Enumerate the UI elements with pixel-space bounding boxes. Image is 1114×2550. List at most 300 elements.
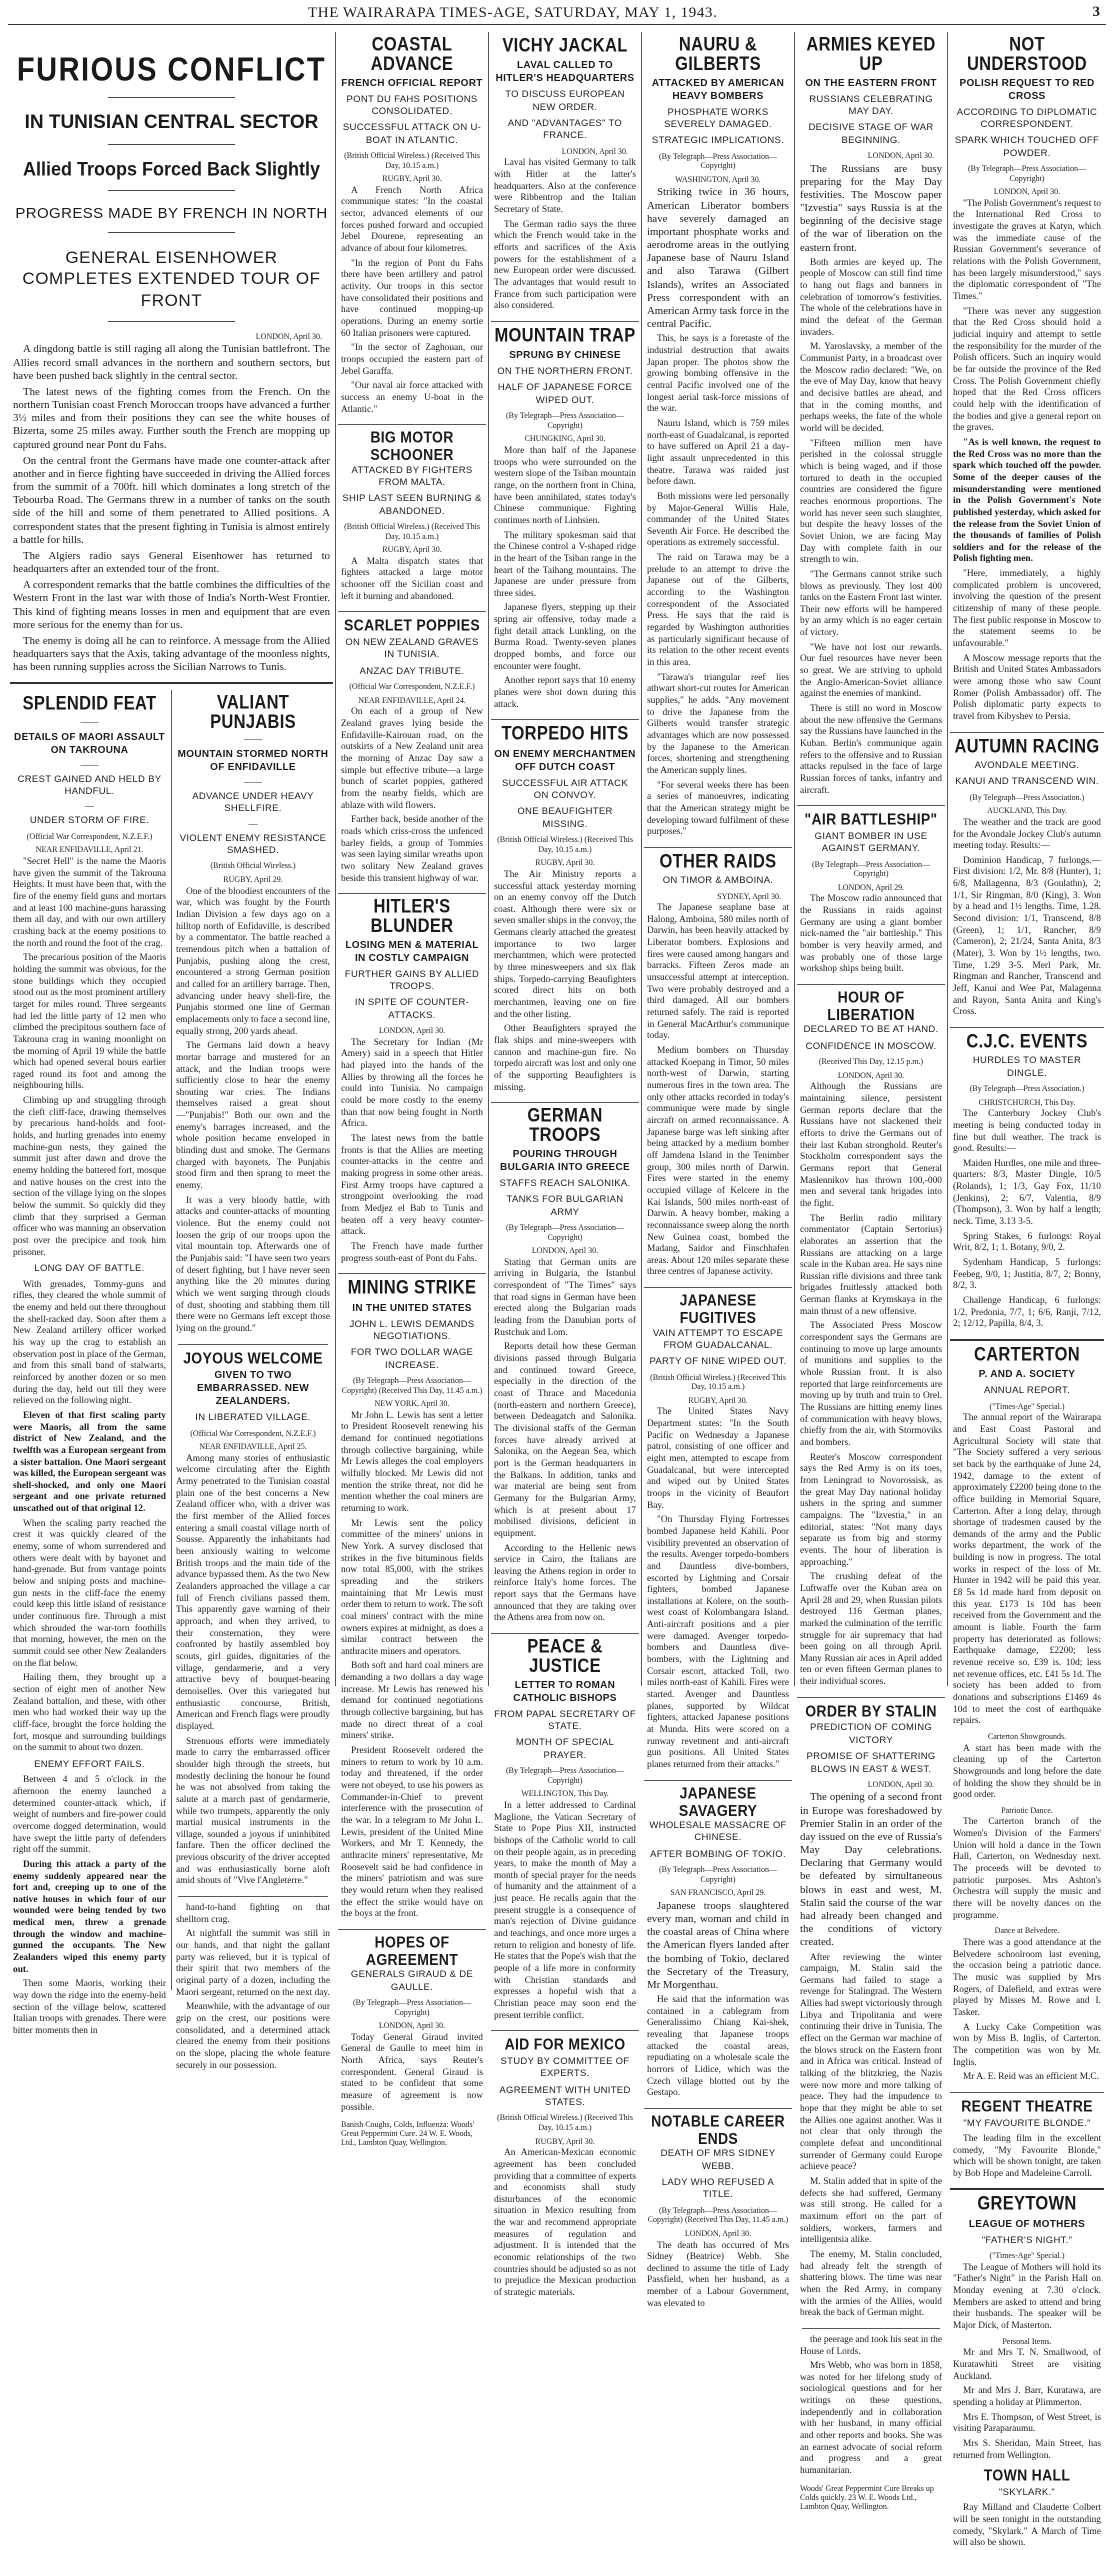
story-paragraph: There is still no word in Moscow about the new offensive the Germans say the Russians have launched in the Kuban. Berlin's communique again refers to the offensive and to Russian attacks repulsed in the face of large Russian forces of tanks, infantry and aircraft.	[800, 704, 942, 796]
story-rule	[644, 2108, 792, 2109]
story-paragraph: He said that the information was contained in a cablegram from Generalissimo Chiang Kai-shek, revealing that Japanese troops attacked the coastal areas, repudiating on a wholesale scale the horrors of Lidice, which was the Czech village blotted out by the Gestapo.	[647, 1995, 789, 2099]
story-paragraph: The raid on Tarawa may be a prelude to an attempt to drive the Japanese out of the Gilberts, according to the Washington correspondent of the Associated Press. He says that the raid is regarded by Washington authorities as particularly significant because of its relation to the other recent events in this area.	[647, 553, 789, 669]
credit-line: (British Official Wireless.) (Received This Day, 10.15 a.m.)	[497, 835, 633, 854]
peace-justice-story	[489, 1636, 641, 2022]
divider: ——	[244, 734, 262, 745]
story-lead-paragraph: The Russians are busy preparing for the May Day festivities. The Moscow paper "Izvestia" says Russia is at the beginning of the decisive stage of the war of liberation on the eastern front.	[800, 162, 942, 254]
story-headline: MINING STRIKE	[347, 1277, 477, 1299]
story-paragraph: Today General Giraud invited General de Gaulle to meet him in North Africa, says Reuter's correspondent. General Giraud is stated to be confident that some measure of agreement is now possible.	[341, 2032, 483, 2113]
story-paragraph: Both missions were led personally by Major-General Willis Hale, commander of the United States Seventh Air Force. He described the operations as extremely successful.	[647, 491, 789, 549]
story-subhead: ATTACKED BY FIGHTERS FROM MALTA.	[351, 464, 473, 488]
story-subhead: AFTER BOMBING OF TOKIO.	[650, 1848, 786, 1860]
story-subhead: WHOLESALE MASSACRE OF CHINESE.	[649, 1820, 787, 1844]
story-paragraph: Sydenham Handicap, 5 furlongs: Feebeg, 9/0, 1; Justitia, 8/7, 2; Bonny, 8/2, 3.	[953, 1258, 1101, 1292]
story-paragraph: The Moscow radio announced that the Russians in raids against Germany are using a giant bomber nick-named the "air battleship." This bomber is very heavily armed, and was probably one of those large workshop ships being built.	[800, 894, 942, 975]
story-subhead: MONTH OF SPECIAL PRAYER.	[515, 1737, 615, 1761]
section-rule	[950, 2188, 1104, 2190]
credit-line: (By Telegraph—Press Association—Copyright)	[353, 1997, 471, 2017]
story-subhead: "MY FAVOURITE BLONDE."	[963, 2117, 1091, 2129]
credit-line: (By Telegraph—Press Association—Copyright) (Received This Day, 11.45 a.m.)	[341, 1375, 483, 1395]
lead-deck-1: PROGRESS MADE BY FRENCH IN NORTH	[15, 205, 328, 222]
story-paragraph: At nightfall the summit was still in our hands, and that night the gallant party was relieved, but it is typical of their spirit that two members of the original party of a dozen, including the Maori sergeant, returned on the next day.	[176, 1929, 330, 1998]
column-4	[489, 32, 642, 2299]
story-deck: LEAGUE OF MOTHERS	[968, 2218, 1086, 2230]
dateline: RUGBY, April 30.	[535, 2136, 595, 2146]
story-paragraph: "There was never any suggestion that the Red Cross should hold a judicial inquiry and attempt to settle the responsibility for the murder of the Polish officers. Such an inquiry would be far outside the province of the Red Cross. The Polish Government chiefly hoped that the Red Cross officers could help with the identification of the bodies and give a general report on the graves.	[953, 306, 1101, 434]
mining-strike-story	[336, 1277, 488, 1921]
story-subhead: ON NEW ZEALAND GRAVES IN TUNISIA.	[345, 637, 479, 661]
credit-line: (By Telegraph—Press Association—Copyright)	[506, 1222, 624, 1242]
story-subhead: LADY WHO REFUSED A TITLE.	[661, 2177, 775, 2201]
story-paragraph: The death has occurred of Mrs Sidney (Beatrice) Webb. She declined to assume the title of Lady Passfield, when her husband, as a member of a Labour Government, was elevated to	[647, 2240, 789, 2309]
newspaper-title: THE WAIRARAPA TIMES-AGE, SATURDAY, MAY 1, 1943.	[308, 5, 718, 21]
nauru-gilberts-story	[642, 34, 794, 839]
story-rule	[338, 1929, 486, 1930]
story-paragraph: Maiden Hurdles, one mile and three-quarters: 8/3, Master Dingle, 10/5 (Rolands), 1; 1/3, Gay Fox, 11/10 (Jenkins), 2; 6/7, Valentia, 8/9 (Thompson), 3. Won by half a length; neck. Time, 3.13 3-5.	[953, 1158, 1101, 1228]
japanese-savagery-story	[642, 1783, 794, 2100]
story-subhead: STRATEGIC IMPLICATIONS.	[651, 135, 785, 147]
dateline: LONDON, April 30.	[378, 1026, 446, 1036]
credit-line: (British Official Wireless.)	[210, 861, 296, 871]
story-rule	[950, 732, 1104, 733]
story-deck: P. AND A. SOCIETY	[978, 1369, 1076, 1381]
story-paragraph: Spring Stakes, 6 furlongs: Royal Writ, 8/2, 1; 1. Botany, 9/0, 2.	[953, 1231, 1101, 1254]
story-subhead: IN LIBERATED VILLAGE.	[195, 1412, 311, 1424]
credit-line: (British Official Wireless.) (Received This Day, 10.15 a.m.)	[344, 522, 480, 541]
story-headline: REGENT THEATRE	[961, 2096, 1093, 2115]
story-headline: NOTABLE CAREER ENDS	[651, 2111, 785, 2147]
story-rule	[178, 1344, 328, 1345]
item-heading: Patriotic Dance.	[1001, 1805, 1053, 1815]
item-heading: Carterton Showgrounds.	[987, 1731, 1067, 1741]
credit-line: (By Telegraph—Press Association—Copyright)	[506, 411, 624, 430]
story-paragraph: "Tarawa's triangular reef lies athwart short-cut routes for American supplies," he adds. "Any movement to drive the Japanese from the Gilberts would transfer strategic advantages which are now possessed by the Japanese to the American forces, shortening and strengthening the American supply lines.	[647, 672, 789, 776]
dateline: CHUNGKING, April 30.	[524, 434, 606, 444]
story-paragraph: More than half of the Japanese troops who were surrounded on the western slope of the Tsiban mountain range, on the northern front in China, have been annihilated, states today's Chinese communique. Fighting continues north of Linhsien.	[494, 445, 636, 526]
story-paragraph: "Fifteen million men have perished in the colossal struggle which is being waged, and if those tortured to death in the occupied countries are considered the figure reaches enormous proportions. The world has never seen such slaughter, but despite the heavy losses of the Soviet Union, we are facing May Day with complete faith in our strength to win.	[800, 438, 942, 566]
story-paragraph: The latest news from the battle fronts is that the Allies are meeting counter-attacks in the centre and making progress in some other areas. First Army troops have captured a strongpoint overlooking the road from Medjez el Bab to Tunis and beaten off a very heavy counter-attack.	[341, 1134, 483, 1238]
lead-subhead-1: IN TUNISIAN CENTRAL SECTOR	[24, 112, 319, 133]
story-paragraph: This, he says is a foretaste of the industrial destruction that awaits Japan proper. The photos show the growing bombing offensive in the central Pacific involved one of the longest aerial task-force missions of the war.	[647, 334, 789, 415]
story-paragraph: Laval has visited Germany to talk with Hitler at the latter's headquarters. Also at the conference were Ribbentrop and the Italian Secretary of State.	[494, 158, 636, 215]
story-subhead: JOHN L. LEWIS DEMANDS NEGOTIATIONS.	[349, 1318, 475, 1342]
story-paragraph: In a letter addressed to Cardinal Maglione, the Vatican Secretary of State to Pope Pius XII, instructed bishops of the Catholic world to call on their people again, as in preceding years, to make the month of May a month of special prayer for the needs of humanity and the attainment of a just peace. He recalls again that the present struggle is a consequence of man's rejection of Divine guidance and teachings, and once more urges a return to religion and honesty of life. He states that the Pope's wish that the people of a life more in conformity with Christian standards and expresses a hopeful wish that a Christian peace may soon end the present terrible conflict.	[494, 1800, 636, 2021]
story-headline: ORDER BY STALIN	[805, 1701, 937, 1720]
story-subhead: FOR TWO DOLLAR WAGE INCREASE.	[350, 1347, 474, 1371]
story-rule	[491, 1633, 639, 1634]
story-subhead: ONE BEAUFIGHTER MISSING.	[517, 806, 613, 830]
story-paragraph: The Carterton branch of the Women's Division of the Farmers' Union will hold a dance in the Town Hall, Carterton, on Wednesday next. The proceeds will be devoted to patriotic purposes. Mrs Ashton's Orchestra will supply the music and there will be novelty dances on the programme.	[953, 1817, 1101, 1921]
story-rule	[802, 2328, 940, 2329]
story-headline: VALIANT PUNJABIS	[210, 692, 296, 734]
credit-line: (By Telegraph—Press Association—Copyright) (Received This Day, 11.45 a.m.)	[647, 2205, 789, 2225]
story-rule	[797, 805, 945, 806]
story-headline: SPLENDID FEAT	[22, 694, 157, 715]
other-raids-story	[642, 851, 794, 1279]
lead-subhead-2: Allied Troops Forced Back Slightly	[22, 157, 321, 180]
story-subhead: PROMISE OF SHATTERING BLOWS IN EAST & WEST.	[806, 1751, 936, 1775]
story-rule	[644, 847, 792, 848]
hour-liberation-story	[795, 987, 947, 1689]
story-paragraph: It was a very bloody battle, with attacks and counter-attacks of mounting violence. But the enemy could not loosen the grip of our troops upon the vital mountain top. Afterwards one of the Punjabis said: "I have seen two years of desert fighting, but I have never seen anything like the 20 minutes during which we went surging through clouds of dust, shooting and stabbing them till there were no Germans left except those lying on the ground."	[176, 1195, 330, 1334]
story-paragraph: An American-Mexican economic agreement has been concluded providing that a committee of experts and economists shall study disturbances of the economic situation in Mexico resulting from the war and recommend appropriate measures of regulation and adjustment. It is intended that the economic relationships of the two countries should be adjusted so as not to prejudice the Mexican production of strategic materials.	[494, 2148, 636, 2299]
dateline: LONDON, April 30.	[867, 1779, 934, 1789]
credit-line: (By Telegraph—Press Association—Copyright)	[812, 859, 930, 879]
story-subhead: HURDLES TO MASTER DINGLE.	[972, 1055, 1082, 1079]
story-paragraph: "Here, immediately, a highly complicated problem is uncovered, involving the question of the present citizenship of many of these people. The first public response in Moscow to the statement seems to be unfavourable."	[953, 569, 1101, 650]
story-rule	[178, 1896, 328, 1897]
story-paragraph: Reuter's Moscow correspondent says the Red Army is on its toes, from Leningrad to Novorossisk, as the great May Day national holiday ushers in the spring and summer campaigns. The "Izvestia," in an editorial, states: "Not many days separate us from big and stormy events. The hour of liberation is approaching."	[800, 1452, 942, 1568]
story-paragraph: During this attack a party of the enemy suddenly appeared near the fort and, creeping up to one of the native houses in which four of our wounded were being tended by two medical men, threw a grenade through the window and machine-gunned the occupants. The New Zealanders wiped this enemy party out.	[13, 1859, 166, 1975]
advertisement: Banish Coughs, Colds, Influenza: Woods' Great Peppermint Cure. 24 W. E. Woods, Ltd., Lambton Quay, Wellington.	[341, 2120, 475, 2148]
story-paragraph: The Japanese seaplane base at Halong, Amboina, 580 miles north of Darwin, has been heavily attacked by Liberator bombers. Explosions and fires were caused among hangars and barracks. Fifteen Zeros made an unsuccessful attempt at interception. Two were probably destroyed and a third damaged. All our bombers returned safely. The raid is reported in General MacArthur's communique today.	[647, 903, 789, 1042]
dateline: AUCKLAND, This Day.	[987, 806, 1067, 816]
story-paragraph: The Associated Press Moscow correspondent says the Germans are continuing to move up large amounts of munitions and supplies to the whole Russian front. It is also reported that large reinforcements are moving up by truth and train to Orel. The Russians are hitting enemy lines of communication with heavy blows, chiefly from the air, with Stormoviks and bombers.	[800, 1321, 942, 1449]
credit-line: (Received This Day, 12.15 p.m.)	[818, 1057, 924, 1067]
lead-paragraph: A dingdong battle is still raging all along the Tunisian battlefront. The Allies record small advances in the northern and southern sectors, but have been pushed back slightly in the central sector.	[13, 343, 330, 382]
story-paragraph: When the scaling party reached the crest it was quickly cleared of the enemy, some of whom surrendered and others were dealt with by bayonet and hand-grenade. But from vantage points below and sniping posts and machine-gun nests in the cliff-face the enemy could keep this little island of resistance under continuous fire. Through a mist which shrouded the war-torn foothills that morning, however, the men on the summit could see other New Zealanders on the flat below.	[13, 1518, 166, 1669]
story-deck: LETTER TO ROMAN CATHOLIC BISHOPS	[513, 1679, 617, 1704]
lead-dateline: LONDON, April 30.	[255, 331, 322, 341]
story-paragraph: "In the sector of Zaghouan, our troops occupied the eastern part of Jebel Garaffa.	[341, 343, 483, 377]
story-paragraph: Climbing up and struggling through the cleft cliff-face, drawing themselves by precarious hand-holds and foot-holds, and hurling grenades into enemy machine-gun nests, they gained the summit just after dawn and drove the enemy holding the battered fort, mosque and native houses on the crest into the section of the village lying on the slopes below the summit. So quickly did they climb that they surprised a German officer who was manning an observation post over the precipice and took him prisoner.	[13, 1096, 166, 1258]
story-deck: SPRUNG BY CHINESE	[509, 350, 621, 362]
story-headline: COASTAL ADVANCE	[370, 34, 454, 75]
story-paragraph: The military spokesman said that the Chinese control a V-shaped ridge in the heart of the Tsiban range in the heart of the Taihang mountains. The Japanese are under pressure from three sides.	[494, 530, 636, 599]
story-subhead: ENEMY EFFORT FAILS.	[34, 1758, 145, 1770]
story-headline: HOPES OF AGREEMENT	[365, 1932, 459, 1968]
credit-line: (Official War Correspondent, N.Z.E.F.)	[26, 831, 153, 841]
story-subhead: SUCCESSFUL AIR ATTACK ON CONVOY.	[502, 777, 628, 802]
story-paragraph: M. Stalin added that in spite of the defects she had suffered, Germany was still strong. He called for a maximum effort on the part of soldiers, workers, farmers and intelligentsia alike.	[800, 2176, 942, 2246]
story-subhead: TO DISCUSS EUROPEAN NEW ORDER.	[505, 89, 625, 113]
story-rule	[491, 2030, 639, 2031]
story-subhead: FROM PAPAL SECRETARY OF STATE.	[494, 1708, 636, 1733]
story-paragraph: Mrs S. Sheridan, Main Street, has returned from Wellington.	[953, 2438, 1101, 2461]
story-subhead: HALF OF JAPANESE FORCE WIPED OUT.	[497, 382, 633, 406]
dateline: NEAR ENFIDAVILLE, April 25.	[199, 1442, 307, 1452]
story-subhead: GENERALS GIRAUD & DE GAULLE.	[350, 1969, 474, 1993]
aid-mexico-story	[489, 2037, 641, 2299]
story-subhead: PARTY OF NINE WIPED OUT.	[649, 1356, 787, 1368]
story-deck: FRENCH OFFICIAL REPORT	[341, 77, 483, 89]
story-subhead: DEATH OF MRS SIDNEY WEBB.	[660, 2148, 776, 2172]
story-subhead: ADVANCE UNDER HEAVY SHELLFIRE.	[192, 791, 314, 815]
story-headline: C.J.C. EVENTS	[966, 1031, 1088, 1053]
story-subhead: PONT DU FAHS POSITIONS CONSOLIDATED.	[346, 93, 478, 117]
story-paragraph: President Roosevelt ordered the miners to return to work by 10 a.m. today and threatened, if the order were not obeyed, to use his powers as Commander-in-Chief to prevent interference with the prosecution of the war. In a telegram to Mr John L. Lewis, president of the United Mine Workers, and Mr T. Kennedy, the anthracite miners' representative, Mr Roosevelt said he had confidence in the miners' patriotism and was sure they would return when they realised the effect the strike would have on the boys at the front.	[341, 1746, 483, 1920]
lead-story	[8, 51, 335, 674]
greytown-section	[948, 2196, 1106, 2549]
dateline: LONDON, April 30.	[531, 1246, 599, 1256]
story-subhead: STAFFS REACH SALONIKA.	[499, 1177, 631, 1189]
story-subhead: KANUI AND TRANSCEND WIN.	[955, 776, 1099, 788]
story-paragraph: "Our naval air force attacked with success an enemy U-boat in the Atlantic."	[341, 381, 483, 415]
dateline: LONDON, April 29.	[837, 882, 905, 892]
lead-paragraph: The latest news of the fighting comes from the French. On the northern Tunisian coast French Moroccan troops have advanced a further 3½ miles and from their positions they can see the white houses of Bizerta, some 25 miles away. Further south the French are mopping up captured ground near Pont du Fahs.	[13, 385, 330, 451]
dateline: CHRISTCHURCH, This Day.	[978, 1097, 1076, 1107]
lead-subcolumns	[8, 690, 335, 2344]
dateline: RUGBY, April 30.	[535, 858, 595, 868]
story-subhead: AGREEMENT WITH UNITED STATES.	[499, 2084, 631, 2109]
credit-line: (British Official Wireless.) (Received This Day, 10.15 a.m.)	[650, 1372, 786, 1392]
divider: —	[85, 801, 94, 812]
cjc-events-story	[948, 1031, 1106, 1331]
credit-line: (British Official Wireless.) (Received This Day, 10.15 a.m.)	[497, 2113, 633, 2132]
story-subhead: ACCORDING TO DIPLOMATIC CORRESPONDENT.	[956, 106, 1098, 130]
dateline: RUGBY, April 29.	[223, 875, 283, 885]
mountain-trap-story	[489, 325, 641, 712]
story-paragraph: The Secretary for Indian (Mr Amery) said in a speech that Hitler had played into the hands of the Allies by throwing all the forces he could into Tunisia. No campaign could be more costly to the enemy than that now being fought in North Africa.	[341, 1037, 483, 1130]
story-paragraph: Meanwhile, with the advantage of our grip on the crest, our positions were consolidated, and a determined attack cleared the enemy from their positions on the slope, placing the whole feature securely in our possession.	[176, 2002, 330, 2071]
german-troops-story	[489, 1105, 641, 1625]
story-paragraph: The weather and the track are good for the Avondale Jockey Club's autumn meeting today. Results:—	[953, 817, 1101, 852]
section-rule	[10, 682, 333, 684]
japanese-fugitives-story	[642, 1290, 794, 1772]
story-rule	[797, 1697, 945, 1698]
vichy-jackal-story	[489, 35, 641, 313]
divider: ——	[80, 716, 99, 727]
credit-line: (By Telegraph—Press Association—Copyright)	[659, 151, 777, 171]
story-paragraph: "On Thursday Flying Fortresses bombed Japanese held Kahili. Poor visibility prevented an observation of the results. Avenger torpedo-bombers and Dauntless dive-bombers, escorted by Lightning and Corsair fighters, bombed Japanese installations at Kolere, on the south-west coast of Kolombangara Island. Anti-aircraft positions and a pier were damaged. Avenger torpedo-bombers and Dauntless dive-bombers, with the Lightning and Corsair escort, attacked Toll, two miles north-east of Kahili. Fires were started. Avenger and Dauntless planes, supported by Wildcat fighters, attacked Japanese positions at Munda. Hits were scored on a runway revetment and anti-aircraft gun positions. All United States planes returned from their attacks."	[647, 1515, 789, 1771]
story-headline: PEACE & JUSTICE	[527, 1636, 603, 1677]
story-subhead: VAIN ATTEMPT TO ESCAPE FROM GUADALCANAL.	[652, 1327, 784, 1351]
column-6	[795, 32, 948, 2511]
story-headline: TORPEDO HITS	[501, 723, 629, 745]
dateline: NEAR ENFIDAVILLE, April 21.	[35, 845, 144, 855]
story-subhead: SHIP LAST SEEN BURNING & ABANDONED.	[342, 493, 482, 517]
story-paragraph: Then some Maoris, working their way down the ridge into the enemy-held section of the village below, scattered Italian troops with grenades. There were bitter moments then in	[13, 1979, 166, 2037]
story-lead-paragraph: Striking twice in 36 hours, American Liberator bombers have severely damaged an important phosphate works and aerodrome areas in the outlying Japanese base of Nauru Island and also Tarawa (Gilbert Islands), writes an Associated Press correspondent with an American Army task force in the central Pacific.	[647, 186, 789, 331]
air-battleship-story	[795, 812, 947, 976]
story-paragraph: Between 4 and 5 o'clock in the afternoon the enemy launched a determined counter-attack which, if weight of numbers and fire-power could overcome dogged determination, would have swept the little party of defenders right off the summit.	[13, 1775, 166, 1856]
credit-line: (Official War Correspondent, N.Z.E.F.)	[349, 682, 475, 692]
story-paragraph: The German radio says the three which the French would take in the efforts and sacrifices of the Axis powers for the establishment of a new European order were discussed. The advantages that would result to France from such participation were also considered.	[494, 219, 636, 312]
page-number: 3	[1092, 4, 1100, 20]
dateline: LONDON, April 30.	[867, 151, 934, 160]
divider	[108, 321, 235, 322]
story-subhead: PHOSPHATE WORKS SEVERELY DAMAGED.	[664, 106, 772, 130]
notable-career-story	[642, 2111, 794, 2310]
story-subhead: RUSSIANS CELEBRATING MAY DAY.	[809, 93, 933, 117]
story-paragraph: The crushing defeat of the Luftwaffe over the Kuban area on April 28 and 29, when Russian pilots destroyed 116 German planes, marked the culmination of the terrific struggle for air supremacy that had been going on all through April. Many Russian air aces in April added ten or even fifteen German planes to their individual scores.	[800, 1572, 942, 1688]
story-paragraph: Farther back, beside another of the roads which criss-cross the unfenced barley fields, a group of Tommies was seen laying similar wreaths upon two solitary New Zealand graves beside this transient highway of war.	[341, 815, 483, 884]
story-rule	[644, 1780, 792, 1781]
column-7	[948, 32, 1106, 2549]
splendid-feat-story	[8, 690, 172, 2037]
story-paragraph: According to the Hellenic news service in Cairo, the Italians are leaving the Athens region in order to reinforce Italy's home forces. The report says that the Germans have announced that they are taking over the Athens area from now on.	[494, 1543, 636, 1624]
story-paragraph: Hailing them, they brought up a section of eight men of another New Zealand battalion, and these, with other men who had worked their way up the cliff-face, brought the force holding the fort, mosque and surrounding buildings on the summit to about two dozen.	[13, 1673, 166, 1754]
story-paragraph: Dominion Handicap, 7 furlongs.—First division: 1/2, Mr. 8/8 (Hunter), 1; 6/8, Mallagenna, 8/3 (Goulathn), 2; 1/1, Sir Ringman, 8/0 (King), 3. Won by a head and 1½ lengths. Time, 1.28. Second division: 1/1, Transcend, 8/8 (Green), 1; 1/1, Rancher, 8/9 (Cameron), 2; 21/24, Santa Anita, 8/3 (Mater), 3. Won by 1½ lengths, two. Time, 1.29 3-5. Merl Park, Mr. Ringman and Rancher, Transcend and Jeff, Kanui and Wee Pat, Malagenna and Rayon, Santa Anita and King's Cross.	[953, 855, 1101, 1018]
dateline: RUGBY, April 30.	[688, 1395, 748, 1405]
story-rule	[797, 984, 945, 985]
story-deck: GIVEN TO TWO EMBARRASSED. NEW ZEALANDERS.	[196, 1370, 310, 1408]
story-headline: MOUNTAIN TRAP	[494, 325, 636, 347]
story-deck: DETAILS OF MAORI ASSAULT ON TAKROUNA	[14, 731, 165, 756]
lead-paragraph: The Algiers radio says General Eisenhower has returned to headquarters after an extended tour of the front.	[13, 549, 330, 576]
story-paragraph: The leading film in the excellent comedy, "My Favourite Blonde," which will be shown tonight, are taken by Bob Hope and Madeleine Carroll.	[953, 2133, 1101, 2179]
story-headline: JAPANESE SAVAGERY	[678, 1783, 758, 1819]
story-paragraph: "We have not lost our rewards. Our fuel resources have never been so great. We are striving to uphold the Anglo-American-Soviet alliance against the enemies of mankind.	[800, 642, 942, 700]
story-headline: "AIR BATTLESHIP"	[804, 810, 938, 829]
story-paragraph: The annual report of the Wairarapa and East Coast Pastoral and Agricultural Society will state that "The Society suffered a very serious set back by the earthquake of June 24, 1942, damage to the extent of approximately £2200 being done to the office building in Memorial Square, Carterton. After a long delay, through shortage of tradesmen caused by the demands of the army and the Public works department, the work of the building is now in progress. The total works in respect of the loss of Mr. Hunter in 1942 will be paid this year. £8 5s 1d made hard from deposit on this year. £173 1s 10d has been received from the Government and the amount is liable. Fourth the farm property has deteriorated as follows: Earthquake damage, £2200; less revenue receive so. £39 is. 10d; less net revenue offices, etc. £41 5s 1d. The society has been added to from donations and subscriptions £1469 4s 10d to meet the cost of earthquake repairs.	[953, 1413, 1101, 1727]
story-paragraph: Although the Russians are maintaining silence, persistent German reports declare that the Russians have not slackened their efforts to drive the Germans out of their last Kuban stronghold. Reuter's Stockholm correspondent says the Germans report that General Maslennikov has thrown 100,-000 men and several tank brigades into the fight.	[800, 1082, 942, 1209]
story-subhead: UNDER STORM OF FIRE.	[29, 815, 150, 827]
story-paragraph: There was a good attendance at the Belvedere schoolroom last evening, the occasion being a patriotic dance. The music was supplied by Mrs Rogers, of Dalefield, and extras were played by Misses M. Rowe and I. Tasker.	[953, 1937, 1101, 2018]
story-paragraph: Ray Milland and Claudette Colbert will be seen tonight in the outstanding comedy, "Skylark." A March of Time will also be shown.	[953, 2503, 1101, 2549]
divider	[108, 144, 235, 145]
credit-line: (Official War Correspondent, N.Z.E.F.)	[190, 1428, 316, 1438]
story-subhead: "FATHER'S NIGHT."	[981, 2234, 1073, 2246]
story-rule	[491, 321, 639, 322]
story-paragraph: Strenuous efforts were immediately made to carry the embarrassed officer shoulder high through the streets, but modestly declining the honour he found he was not absolved from taking the salute at a march past of gendarmerie, while two trumpets, apparently the only martial musical instruments in the village, sounded a joyous if uninhibited fanfare. Then the officer declined the previous obscurity of the driver accepted and was enthusiastically borne aloft amid shouts of "Vive l'Angleterre."	[176, 1736, 330, 1887]
story-deck: POURING THROUGH BULGARIA INTO GREECE	[500, 1148, 630, 1173]
story-paragraph: the peerage and took his seat in the House of Lords.	[800, 2334, 942, 2357]
dateline: SYDNEY, April 30.	[717, 891, 781, 901]
credit-line: ("Times-Age" Special.)	[989, 1401, 1065, 1411]
story-lead-paragraph: The opening of a second front in Europe was foreshadowed by Premier Stalin in an order of the day issued on the eve of Russia's May Day celebrations. Declaring that Germany would be defeated by simultaneous blows in east and west, M. Stalin said the course of the war had already been changed and the conditions of victory created.	[800, 1791, 942, 1949]
story-headline: JAPANESE FUGITIVES	[679, 1290, 757, 1327]
story-subhead: DECLARED TO BE AT HAND.	[803, 1024, 939, 1036]
autumn-racing-story	[948, 736, 1106, 1019]
story-paragraph: The Germans laid down a heavy mortar barrage and mustered for an attack, and the Indian troops were sufficiently close to hear the enemy shouting war cries. The Indians themselves raised a great shout—"Punjabis!" Both our own and the enemy's barrages increased, and the whole position became enveloped in blinding dust and smoke. The Germans charged with bayonets. The Punjabis stood firm and then sprang to meet the enemy.	[176, 1041, 330, 1192]
story-deck: ON THE EASTERN FRONT	[805, 77, 937, 89]
order-by-stalin-story	[795, 1701, 947, 2511]
story-deck: LAVAL CALLED TO HITLER'S HEADQUARTERS	[495, 60, 635, 85]
dateline: LONDON, April 30.	[993, 187, 1061, 197]
story-paragraph: With grenades, Tommy-guns and rifles, they cleared the whole summit of the enemy and held out there throughout the shell-racked day. Soon after them a New Zealand artillery officer worked his way up the crag to establish an observation post in place of the German, and from this small band of stalwarts, reinforced by another dozen or so men during the day, held out till they were relieved on the following night.	[13, 1279, 166, 1407]
story-deck: IN THE UNITED STATES	[352, 1302, 472, 1314]
story-paragraph: One of the bloodiest encounters of the war, which was fought by the Fourth Indian Division a few days ago on a hilltop north of Enfidaville, is described by a commentator. The battle reached a tremendous pitch when a battalion of Punjabis, pushing along the crest, encountered a strong German position and called for an artillery barrage. Then, advancing under heavy shell-fire, the Punjabis stormed one line of German emplacements only to face a second line, equally strong, 200 yards ahead.	[176, 886, 330, 1037]
lead-paragraph: On the central front the Germans have made one counter-attack after another and in fierce fighting have succeeded in driving the Allied forces from the summit of a 700ft. hill which dominates a long stretch of the Tebourba Road. The Germans threw in a number of tanks on the south side of the hill and some of them penetrated to Allied positions. A correspondent states that the present fighting in Tunisia is almost entirely a battle for hills.	[13, 454, 330, 546]
lead-headline: FURIOUS CONFLICT	[16, 51, 327, 89]
story-deck: POLISH REQUEST TO RED CROSS	[959, 77, 1095, 102]
story-paragraph: Mrs E. Thompson, of West Street, is visiting Paraparaumu.	[953, 2412, 1101, 2435]
item-heading: Dance at Belvedere.	[994, 1926, 1060, 1936]
story-deck: MOUNTAIN STORMED NORTH OF ENFIDAVILLE	[177, 749, 329, 774]
dateline: WASHINGTON, April 30.	[675, 174, 761, 184]
story-subhead: CONFIDENCE IN MOSCOW.	[805, 1040, 937, 1052]
divider: ——	[244, 777, 262, 788]
column-3	[336, 32, 489, 2148]
dateline: WELLINGTON, This Day.	[521, 1789, 609, 1799]
dateline: NEW YORK, April 30.	[374, 1399, 450, 1409]
story-headline: ARMIES KEYED UP	[806, 34, 936, 75]
story-paragraph: Stating that German units are arriving in Bulgaria, the Istanbul correspondent of "The Times" says that road signs in German have been erected along the Bulgarian roads leading from the Danubian ports of Rustchuk and Lom.	[494, 1257, 636, 1338]
story-headline: AID FOR MEXICO	[504, 2035, 626, 2054]
story-paragraph: The Berlin radio military commentator (Captain Sertorius) elaborates an assertion that the Russians are attacking on a large scale in the Kuban area. He says nine Russian rifle divisions and three tank brigades fruitlessly attacked both German flanks at Krymskaya in the main thrust of a new offensive.	[800, 1213, 942, 1317]
story-subhead: LONG DAY OF BATTLE.	[34, 1263, 145, 1275]
story-paragraph: Mr Lewis sent the policy committee of the miners' unions in New York. A survey disclosed that strikes in the five bituminous fields now total 85,000, with the strikes spreading and the strikers maintaining that Mr Lewis must order them to return to work. The soft coal miners' contract with the mine owners expires at midnight, as does a similar contract between the anthracite miners and operators.	[341, 1518, 483, 1657]
story-paragraph: On each of a group of New Zealand graves lying beside the Enfidaville-Kairouan road, on the outskirts of a New Zealand unit area the morning of Anzac Day saw a simple but effective tribute—a large bunch of scarlet poppies, gathered from the nearby fields, which are ablaze with wild flowers.	[341, 707, 483, 811]
story-paragraph: Both soft and hard coal miners are demanding a two dollars a day wage increase. Mr Lewis has renewed his demand for continued negotiations through collective bargaining, but has made no direct threat of a coal miners' strike.	[341, 1661, 483, 1742]
story-paragraph: Challenge Handicap, 6 furlongs: 1/2, Predonia, 7/7, 1; 6/6, Ranji, 7/12, 2; 12/12, Papilla, 8/4, 3.	[953, 1296, 1101, 1330]
story-headline: AUTUMN RACING	[954, 736, 1100, 757]
story-subhead: DECISIVE STAGE OF WAR BEGINNING.	[808, 122, 934, 146]
story-lead-paragraph: Japanese troops slaughtered every man, woman and child in the coastal areas of China where the American flyers landed after the bombing of Tokio, declared the Secretary of the Treasury, Mr Morgenthau.	[647, 1899, 789, 1991]
dateline: LONDON, April 30.	[378, 2021, 446, 2031]
credit-line: (By Telegraph—Press Association—Copyright)	[506, 1766, 624, 1785]
story-paragraph: The Canterbury Jockey Club's meeting is being conducted today in fine but dull weather. The track is good. Results:—	[953, 1109, 1101, 1155]
story-paragraph: The Air Ministry reports a successful attack yesterday morning on an enemy convoy off the Dutch coast. Although there were six or seven smaller ships in the convoy, the Germans clearly attached the greatest importance to two larger merchantmen, which were protected by three minesweepers and six flak ships. Torpedo-carrying Beaufighters scored direct hits on both merchantmen, leaving one on fire and the other listing.	[494, 869, 636, 1020]
story-paragraph: Medium bombers on Thursday attacked Koepang in Timor, 50 miles north-west of Darwin, starting numerous fires in the town area. The only other attacks recorded in today's communique were made by single aircraft on armed reconnaissance. A Japanese barge was left sinking after being attacked by a medium bomber off Jamdena Island in the Tenimber group, 300 miles north of Darwin. Fires were started in the enemy occupied village of Kelcere in the Kai Islands, 500 miles north-east of Darwin. A heavy bomber, making a reconnaissance sweep along the north New Guinea coast, bombed the Madang, Saidor and Finschhafen areas. About 120 miles separate these three centres of Japanese activity.	[647, 1046, 789, 1278]
dateline: LONDON, April 30.	[561, 146, 628, 156]
story-paragraph: Mr and Mrs T. N. Smallwood, of Kuratawhiti Street are visiting Auckland.	[953, 2348, 1101, 2382]
lead-deck-2: GENERAL EISENHOWER COMPLETES EXTENDED TOUR OF FRONT	[22, 248, 321, 310]
regent-theatre-story	[948, 2096, 1106, 2181]
story-deck: ON ENEMY MERCHANTMEN OFF DUTCH COAST	[494, 748, 636, 773]
story-subhead: GIANT BOMBER IN USE AGAINST GERMANY.	[814, 831, 928, 855]
story-rule	[338, 1273, 486, 1274]
story-headline: NOT UNDERSTOOD	[966, 34, 1088, 75]
story-headline: HITLER'S BLUNDER	[370, 896, 454, 938]
dateline: LONDON, April 30.	[684, 2228, 752, 2238]
story-subhead: ON TIMOR & AMBOINA.	[662, 875, 774, 887]
masthead	[8, 2, 1106, 25]
section-rule	[950, 1339, 1104, 1341]
lead-paragraph: The enemy is doing all he can to reinforce. A message from the Allied headquarters says that the Axis, taking advantage of the moonless nights, has been running supplies across the Sicilian Narrows to Tunis.	[13, 634, 330, 674]
story-paragraph: Eleven of that first scaling party were Maoris, all from the same district of New Zealand, and the twelfth was a European sergeant from a sister battalion. One Maori sergeant was killed, the European sergeant was shell-shocked, and only one Maori sergeant and one private returned unscathed out of that original 12.	[13, 1410, 166, 1515]
credit-line: (By Telegraph—Press Association—Copyright)	[968, 164, 1086, 183]
divider	[108, 232, 235, 233]
story-paragraph: A Moscow message reports that the British and United States Ambassadors were among those who saw Count Romer (Polish Ambassador) off. The Polish diplomatic party expects to travel from Kibyshev to Persia.	[953, 653, 1101, 722]
story-paragraph: A French North Africa communique states: "In the coastal sector, advanced elements of our forces pushed forward and occupied Jebel Dourene, representing an advance of about four kilometres.	[341, 185, 483, 255]
story-headline: CARTERTON	[974, 1344, 1080, 1366]
story-paragraph: Nauru Island, which is 759 miles north-east of Guadalcanal, is reported to have suffered on April 21 a day-light assault unprecedented in this theatre. Tarawa was raided just before dawn.	[647, 418, 789, 488]
story-headline: GERMAN TROOPS	[527, 1105, 603, 1147]
carterton-section	[948, 1344, 1106, 2084]
newspaper-page	[8, 2, 1106, 2549]
story-rule	[338, 424, 486, 425]
story-subhead: ANNUAL REPORT.	[983, 1385, 1071, 1397]
story-subhead: SUCCESSFUL ATTACK ON U-BOAT IN ATLANTIC.	[342, 122, 482, 146]
story-subhead: AVONDALE MEETING.	[974, 759, 1080, 771]
story-paragraph: "The Polish Government's request to the International Red Cross to investigate the graves at Katyn, which was the immediate cause of the Russian Government's severance of relations with the Polish Government, has been largely misunderstood," says the diplomatic correspondent of "The Times."	[953, 198, 1101, 303]
story-paragraph: A Malta dispatch states that fighters attacked a large motor schooner off the Sicilian coast and left it burning and abandoned.	[341, 556, 483, 602]
story-paragraph: "As is well known, the request to the Red Cross was no more than the spark which touched off the powder. Some of the deeper causes of the misunderstanding were mentioned in the Polish Government's Note published yesterday, which asked for the release from the Soviet Union of the thousands of families of Polish soldiers and for the release of the Polish fighting men.	[953, 437, 1101, 565]
motor-schooner-story	[336, 427, 488, 603]
credit-line: (By Telegraph—Press Association.)	[969, 792, 1085, 802]
torpedo-hits-story	[489, 723, 641, 1094]
story-rule	[491, 1102, 639, 1103]
story-paragraph: Among many stories of enthusiastic welcome circulating after the Eighth Army penetrated to the Tunisian coastal plain one of the best concerns a New Zealand officer who, with a driver was the first member of the Allied forces entering a small coastal village north of Sousse. Apparently the inhabitants had been anxiously waiting to welcome British troops and the main tide of the advance bypassed them. As the two New Zealanders approached the village a car full of French civilians passed them. This apparently gave warning of their approach, and when they arrived, to their consternation, they were confronted by hastily assembled boy scouts, girl guides, dignitaries of the village, gendarmerie, and a very attractive bevy of bouquet-bearing demoiselles. Over this variegated but enthusiastic concourse, British, American and French flags were proudly displayed.	[176, 1453, 330, 1732]
dateline: SAN FRANCISCO, April 29.	[670, 1888, 766, 1898]
story-paragraph: M. Yaroslavsky, a member of the Communist Party, in a broadcast over the Moscow radio declared: "We, on the eve of May Day, know that heavy and decisive battles are ahead, and that in the coming months, and perhaps weeks, the fate of the whole world will be decided.	[800, 342, 942, 434]
dateline: RUGBY, April 30.	[382, 545, 442, 555]
story-deck: LOSING MEN & MATERIAL IN COSTLY CAMPAIGN	[345, 939, 479, 964]
lead-paragraph: A correspondent remarks that the battle combines the difficulties of the Western Front in the last war with those of India's North-West Frontier. This kind of fighting means losses in men and equipment that are even more serious for the enemy than for us.	[13, 579, 330, 631]
story-headline: SCARLET POPPIES	[344, 616, 480, 635]
hopes-agreement-story	[336, 1932, 488, 2148]
story-paragraph: Mr A. E. Reid was an efficient M.C.	[963, 2072, 1100, 2083]
story-paragraph: The League of Mothers will hold its "Father's Night" in the Parish Hall on Monday evening at 7.30 o'clock. Members are asked to attend and bring their husbands. The speaker will be Major Dick, of Masterton.	[953, 2262, 1101, 2331]
story-subhead: SPARK WHICH TOUCHED OFF POWDER.	[954, 135, 1100, 159]
story-paragraph: "For several weeks there has been a series of manoeuvres, indicating that the American strategy might be developing toward fulfilment of these purposes."	[647, 780, 789, 838]
story-subhead: STUDY BY COMMITTEE OF EXPERTS.	[500, 2056, 630, 2080]
story-paragraph: "Secret Hell" is the name the Maoris have given the summit of the Takrouna Heights. It must have been that, with the fire of the enemy field guns and mortars and at least 100 machine-guns harassing them all day, and with our own artillery crashing back at the enemy positions to the north and round the foot of the crag.	[13, 857, 166, 949]
story-paragraph: The enemy, M. Stalin concluded, had already felt the strength of shattering blows. The time was near when the Red Army, in company with the armies of the Allies, would break the back of German might.	[800, 2249, 942, 2319]
story-headline: JOYOUS WELCOME	[183, 1348, 323, 1367]
not-understood-story	[948, 34, 1106, 724]
story-subhead: "SKYLARK."	[998, 2486, 1056, 2498]
divider	[108, 97, 235, 98]
story-subhead: PREDICTION OF COMING VICTORY	[809, 1722, 933, 1746]
story-headline: HOUR OF LIBERATION	[827, 987, 915, 1024]
story-rule	[338, 611, 486, 612]
story-subhead: VIOLENT ENEMY RESISTANCE SMASHED.	[179, 832, 327, 857]
story-paragraph: The precarious position of the Maoris holding the summit was obvious, for the stone buildings which they occupied stood out as the most prominent artillery target for miles round. Three sergeants had led the little party of 12 men who climbed the precipitous southern face of Takrouna crag in waning moonlight on the morning of April 19 while the battle which had opened several hours earlier raged round its foot and among the neighbouring hills.	[13, 953, 166, 1092]
story-rule	[644, 1287, 792, 1288]
